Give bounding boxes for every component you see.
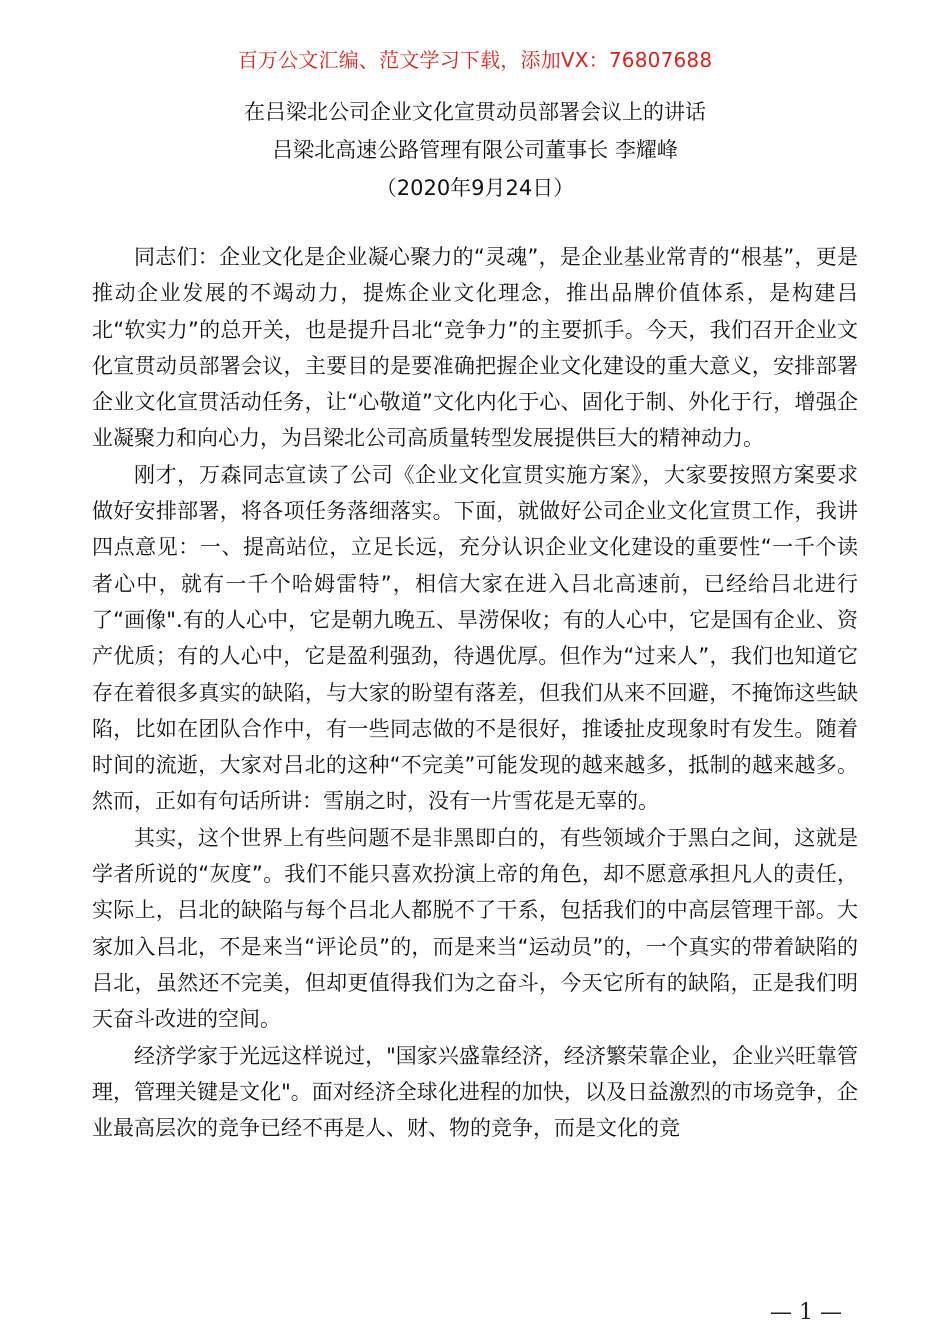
watermark-banner: 百万公文汇编、范文学习下载，添加VX：76807688 xyxy=(237,48,713,72)
body-text xyxy=(92,239,858,1146)
document-title: 在吕梁北公司企业文化宣贯动员部署会议上的讲话 xyxy=(244,100,706,124)
page-number: — 1 — xyxy=(770,1300,842,1325)
paragraph: 其实，这个世界上有些问题不是非黑即白的，有些领域介于黑白之间，这就是学者所说的“灰度”。我们不能只喜欢扮演上帝的角色，却不愿意承担凡人的责任，实际上，吕北的缺陷与每个吕北人都脱不了干系，包括我们的中高层管理干部。大家加入吕北，不是来当“评论员”的，而是来当“运动员”的，一个真实的带着缺陷的吕北，虽然还不完美，但却更值得我们为之奋斗，今天它所有的缺陷，正是我们明天奋斗改进的空间。 xyxy=(92,825,858,1032)
paragraph: 刚才，万森同志宣读了公司《企业文化宣贯实施方案》，大家要按照方案要求做好安排部署，将各项任务落细落实。下面，就做好公司企业文化宣贯工作，我讲四点意见：一、提高站位，立足长远，充分认识企业文化建设的重要性“一千个读者心中，就有一千个哈姆雷特”，相信大家在进入吕北高速前，已经给吕北进行了“画像".有的人心中，它是朝九晚五、旱涝保收；有的人心中，它是国有企业、资产优质；有的人心中，它是盈利强劲，待遇优厚。但作为“过来人”，我们也知道它存在着很多真实的缺陷，与大家的盼望有落差，但我们从来不回避，不掩饰这些缺陷，比如在团队合作中，有一些同志做的不是很好，推诿扯皮现象时有发生。随着时间的流逝，大家对吕北的这种“不完美”可能发现的越来越多，抵制的越来越多。然而，正如有句话所讲：雪崩之时，没有一片雪花是无辜的。 xyxy=(92,462,858,814)
paragraph: 同志们：企业文化是企业凝心聚力的“灵魂”，是企业基业常青的“根基”，更是推动企业发展的不竭动力，提炼企业文化理念，推出品牌价值体系，是构建吕北“软实力”的总开关，也是提升吕北“竞争力”的主要抓手。今天，我们召开企业文化宣贯动员部署会议，主要目的是要准确把握企业文化建设的重大意义，安排部署企业文化宣贯活动任务，让“心敬道”文化内化于心、固化于制、外化于行，增强企业凝聚力和向心力，为吕梁北公司高质量转型发展提供巨大的精神动力。 xyxy=(92,245,858,451)
author-line: 吕梁北高速公路管理有限公司董事长 李耀峰 xyxy=(272,138,678,162)
date-line: （2020年9月24日） xyxy=(375,176,575,200)
paragraph: 经济学家于光远这样说过，"国家兴盛靠经济，经济繁荣靠企业，企业兴旺靠管理，管理关键是文化"。面对经济全球化进程的加快，以及日益激烈的市场竞争，企业最高层次的竞争已经不再是人、财、物的竞争，而是文化的竞 xyxy=(92,1043,858,1141)
